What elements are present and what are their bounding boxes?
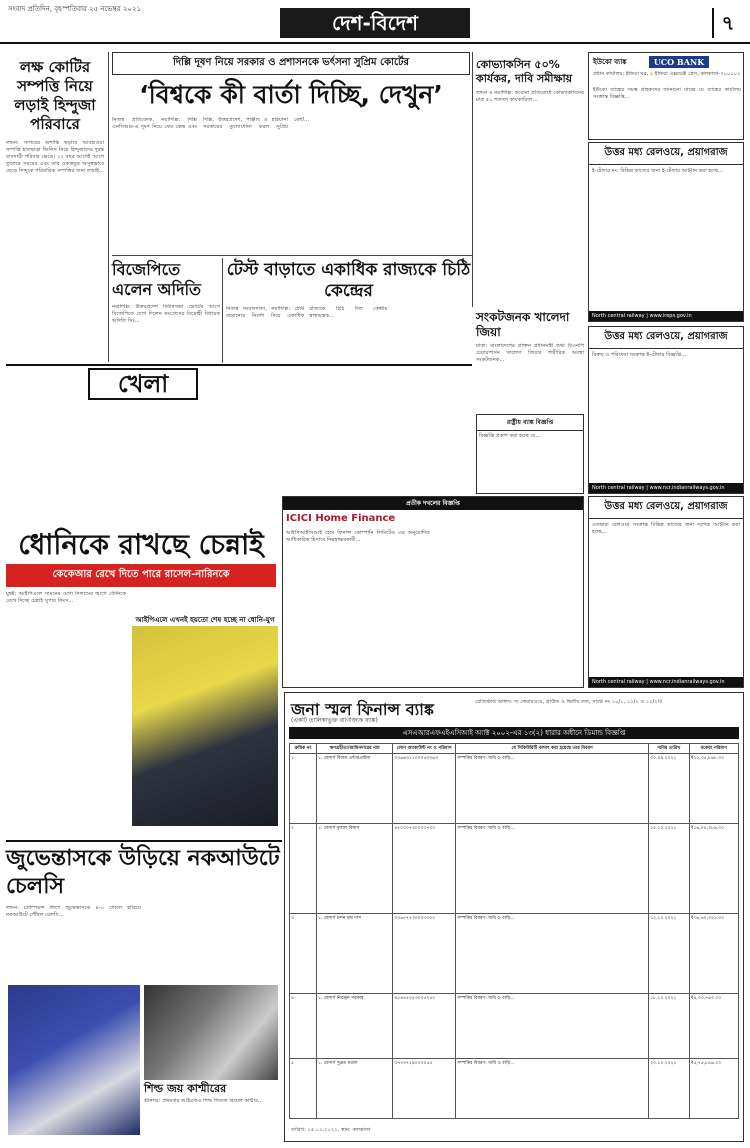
dhoni-headline: ধোনিকে রাখছে চেন্নাই	[18, 528, 264, 561]
divider	[222, 258, 223, 363]
rail-title: উত্তর মধ্য রেলওয়ে, প্রয়াগরাজ	[589, 327, 743, 349]
rail-title: উত্তর মধ্য রেলওয়ে, প্রয়াগরাজ	[589, 143, 743, 165]
rail-body: এতদ্বারা রেলওয়ে সংক্রান্ত বিভিন্ন কাজের জন্য দরপত্র আহ্বান করা হচ্ছে...	[592, 522, 740, 535]
table-cell: ১	[290, 754, 317, 824]
aditi-story	[112, 260, 220, 360]
jana-tagline: (একটি তালিকাভুক্ত বাণিজ্যিক ব্যাঙ্ক)	[291, 717, 378, 724]
rail-notice-3	[588, 496, 744, 688]
table-cell: ১৮.১০.২০২১	[649, 994, 689, 1059]
juventus-body: লন্ডন: চ্যাম্পিয়ন্স লিগে জুভেন্তাসকে ৪-০ গোলে হারিয়ে নকআউটে পৌঁছল চেলসি...	[6, 905, 141, 918]
khaleda-body: ঢাকা: বাংলাদেশের প্রাক্তন প্রধানমন্ত্রী তথা বিএনপি চেয়ারপার্সন খালেদা জিয়ার শারীরিক অবস্থা সংকটজনক...	[476, 343, 584, 363]
covaxin-headline: কোভ্যাকসিন ৫০% কার্যকর, দাবি সমীক্ষায়	[476, 58, 573, 85]
table-cell: ₹৫,৭৫,৮৪৬.০০	[689, 1059, 738, 1119]
dhoni-photo-caption: আইপিএলে এখনই হয়তো শেষ হচ্ছে না ধোনি-যুগ	[135, 616, 275, 624]
left-story-body: লন্ডন: সাগরের অশান্তি ছড়াবে আবহাওয়া সম্পত্তি হাতছাড়া জিনিস নিয়ে হিন্দুজাদের দুরন্ত ব্যবসায়ী পরিবার ভেঙে। ১২ বছর আগেই আগে তুলেরে সময়ের এবং তার ওকত্ততুর অসুস্থভাবে ছেড়ে সিন্দুকে পরিবারিক সম্পত্তির জন্য লড়াই...	[6, 140, 104, 174]
col-header: ক্রমিক নং	[290, 744, 317, 754]
kashmir-story	[144, 1082, 278, 1142]
uco-logo: UCO BANK	[649, 56, 709, 68]
divider	[6, 364, 472, 366]
khaleda-story	[476, 310, 584, 410]
table-cell: ২	[290, 824, 317, 914]
rail-title: উত্তর মধ্য রেলওয়ে, প্রয়াগরাজ	[589, 497, 743, 519]
rail-body: বিক্রয় ও পরিষেবা সংক্রান্ত ই-টেন্ডার বিজ্ঞপ্তি...	[592, 352, 687, 358]
uco-bank-notice	[588, 52, 744, 140]
rail-body: ই-টেন্ডার নং: বিভিন্ন কাজের জন্য ই-টেন্ডার আহ্বান করা হচ্ছে...	[592, 168, 724, 174]
left-story-headline: লক্ষ কোটির সম্পত্তি নিয়ে লড়াই হিন্দুজা পরিবারে	[14, 58, 96, 133]
table-cell: সম্পত্তির বিবরণ: জমি ও বাড়ি...	[456, 994, 649, 1059]
notice-body: বিজ্ঞপ্তি প্রকাশ করা হচ্ছে যে...	[479, 433, 541, 439]
icici-brand: ICICI Home Finance	[286, 513, 396, 524]
table-cell: ১. মেসার্স নিরঞ্জন সরকার	[316, 994, 392, 1059]
test-headline: টেস্ট বাড়াতে একাধিক রাজ্যকে চিঠি কেন্দ্রের	[226, 260, 471, 301]
table-cell: ১. মেসার্স চন্দন চন্দ্র দাস	[316, 914, 392, 994]
rail-notice-2	[588, 326, 744, 494]
table-cell: ₹১৫,৩৫,৮৬৮.০০	[689, 754, 738, 824]
jana-band: এসএআরএফএইএসিআই অ্যাক্ট ২০০২-এর ১৩(২) ধারার অধীনে ডিমান্ড বিজ্ঞপ্তি	[289, 727, 739, 739]
uco-subtitle: প্রধান কার্যালয়: ইন্ডিয়া ঘর, ২ ইন্ডিয়া এক্সচেঞ্জ প্লেস, কলকাতা-৭০০০০১	[593, 71, 741, 77]
col-header: যে সিকিউরিটি বলবৎ করা হয়েছে তার বিবরণ	[456, 744, 649, 754]
jana-footer: তারিখ: ২৫.১১.২০২১, স্থান: কলকাতা	[291, 1127, 371, 1133]
top-rule	[0, 42, 750, 44]
table-cell: ১. মেসার্স সুব্রত মণ্ডল	[316, 1059, 392, 1119]
test-story	[226, 260, 471, 360]
icici-body: আইসিআইসিআই হোম ফিনান্স কোম্পানি লিমিটেড এর অনুমোদিত আধিকারিক হিসাবে নিম্নস্বাক্ষরকারী...	[286, 530, 430, 543]
covaxin-story	[476, 58, 584, 308]
left-story	[6, 58, 104, 358]
aditi-body: নয়াদিল্লি: উত্তরপ্রদেশ বিধানসভা ভোটের আগে বিজেপিতে যোগ দিলেন কংগ্রেসের বিদ্রোহী বিধায়ক অদিতি সিং...	[112, 304, 220, 324]
col-header: ঋণগ্রহীতা/জামিনদারের নাম	[316, 744, 392, 754]
table-cell: ৪৫৪৪৫০৫৩০০৫৭৫০	[393, 994, 456, 1059]
rail-notice-1	[588, 142, 744, 322]
juventus-photo	[8, 985, 140, 1135]
table-cell: ৪	[290, 994, 317, 1059]
banner-headline: ‘বিশ্বকে কী বার্তা দিচ্ছি, দেখুন’	[139, 80, 443, 109]
kashmir-body: শ্রীনগর: প্রথমবার আইএফএ শিল্ড জিতল রিয়েল কাশ্মীর...	[144, 1098, 263, 1104]
table-cell: ৩০.০৯.২০২১	[649, 754, 689, 824]
divider	[6, 840, 282, 842]
table-cell: ১২.১০.২০২১	[649, 914, 689, 994]
table-cell: ১. মেসার্স বিজয় এন্টারপ্রাইজ	[316, 754, 392, 824]
dhoni-photo	[132, 626, 278, 826]
table-cell: ২০.১০.২০২১	[649, 1059, 689, 1119]
table-row	[290, 824, 739, 914]
table-cell: সম্পত্তির বিবরণ: জমি ও বাড়ি...	[456, 914, 649, 994]
divider	[108, 52, 109, 362]
table-row	[290, 914, 739, 994]
col-header: বকেয়া পরিমাণ	[689, 744, 738, 754]
date-line: সংবাদ প্রতিদিন, বৃহস্পতিবার ২৫ নভেম্বর ২০২১	[8, 5, 142, 13]
table-cell: সম্পত্তির বিবরণ: জমি ও বাড়ি...	[456, 824, 649, 914]
col-header: লোন অ্যাকাউন্ট নং ও পরিমাণ	[393, 744, 456, 754]
masthead	[0, 0, 750, 46]
col-header: দাবির তারিখ	[649, 744, 689, 754]
rail-footer: North central railway | www.ncr.indianrailways.gov.in	[589, 483, 743, 493]
table-row	[290, 994, 739, 1059]
page-number: ৭	[712, 8, 742, 38]
icici-header: প্রতীক দখলের বিজ্ঞপ্তি	[283, 497, 583, 510]
juventus-headline: জুভেন্তাসকে উড়িয়ে নকআউটে চেলসি	[6, 846, 280, 899]
kicker: দিল্লি দূষণ নিয়ে সরকার ও প্রশাসনকে ভর্ৎসনা সুপ্রিম কোর্টের	[112, 52, 470, 75]
table-row	[290, 1059, 739, 1119]
uco-body: ইউকো ব্যাঙ্কের সমস্ত গ্রাহকদের জানানো যাচ্ছে যে ব্যাঙ্কের কার্যালয় সংক্রান্ত বিজ্ঞপ্তি...	[593, 87, 741, 100]
dhoni-body: মুম্বই: আইপিএলে সামনের মেগা নিলামের আগে ধোনিকে রেখে দিচ্ছে চেন্নাই সুপার কিংস...	[6, 591, 126, 604]
table-cell: ₹৩৬,৬০,৩২১.০০	[689, 914, 738, 994]
section-title: দেশ-বিদেশ	[280, 8, 470, 38]
divider	[472, 52, 473, 307]
jana-notice	[284, 692, 744, 1142]
jana-brand: জনা স্মল ফিনান্স ব্যাঙ্ক	[291, 700, 434, 719]
table-cell: ৫	[290, 1059, 317, 1119]
banner-body: নিজস্ব প্রতিবেদক, নয়াদিল্লি: দিল্লি এনসিআর-এ দূষণ নিয়ে ফের কেন্দ্র এবং দিল্লি, উত্তরপ্রদেশ, পাঞ্জাব ও হরিয়ানা সরকারের তুলোধোনা করল সুপ্রিম কোর্ট...	[112, 117, 310, 130]
aditi-headline: বিজেপিতে এলেন অদিতি	[112, 260, 202, 299]
sports-section-label: খেলা	[88, 368, 198, 400]
jana-address: রেজিস্টার্ড অফিস: দ্য ফেয়ারওয়ে, গ্রাউন্ড ও দ্বিতীয় তল, সার্ভে নং ১০/১, ১১/২ ও ১২/২বি	[475, 699, 663, 705]
rail-footer: North central railway | www.ncr.indianrailways.gov.in	[589, 677, 743, 687]
uco-bank-name: ইউকো ব্যাঙ্ক	[593, 58, 627, 66]
delhi-pollution-story	[112, 52, 470, 252]
table-cell: ₹৪,৩৩,৭৬৩.০০	[689, 994, 738, 1059]
small-notice	[476, 414, 584, 494]
khaleda-headline: সংকটজনক খালেদা জিয়া	[476, 310, 570, 339]
jana-table	[289, 743, 739, 1119]
table-cell: সম্পত্তির বিবরণ: জমি ও বাড়ি...	[456, 754, 649, 824]
covaxin-body: লন্ডন ও নয়াদিল্লি: করোনা প্রতিরোধে কোভ্যাকসিনের মাত্র ৫০ শতাংশ কার্যকারিতা...	[476, 90, 584, 103]
table-cell: ₹১৬,০৪,৩৮৬.০০	[689, 824, 738, 914]
table-cell: ৩৩৬৬৩১১০০০৫৩৩৬৩	[393, 754, 456, 824]
table-row	[290, 754, 739, 824]
table-cell: ৩	[290, 914, 317, 994]
rail-footer: North central railway | www.ireps.gov.in	[589, 311, 743, 321]
table-cell: ৩৭৩৩৭২৯০০০০৫৫	[393, 1059, 456, 1119]
dhoni-subhead: কেকেআর রেখে দিতে পারে রাসেল-নারিনকে	[6, 564, 276, 587]
table-cell: ১. মেসার্স দুলাল বিশ্বাস	[316, 824, 392, 914]
table-cell: ৪৭০৩০৭৩০০০৩৭৩০	[393, 824, 456, 914]
divider	[112, 255, 472, 256]
table-cell: সম্পত্তির বিবরণ: জমি ও বাড়ি...	[456, 1059, 649, 1119]
jana-table-wrap	[289, 743, 739, 1123]
jana-table-header	[290, 744, 739, 754]
icici-notice	[282, 496, 584, 688]
kashmir-headline: শিল্ড জয় কাশ্মীরের	[144, 1082, 227, 1095]
kashmir-photo	[144, 985, 278, 1080]
test-body: নিজস্ব সংবাদদাতা, নয়াদিল্লি: টেস্ট বাড়ানোর নির্দেশ দিয়ে একাধিক রাজ্যকে চিঠি দিল কেন্দ্রীয় স্বাস্থ্যমন্ত্রক...	[226, 306, 388, 319]
table-cell: ৩৩৬৫৭৭৩০০০৩৩০০	[393, 914, 456, 994]
table-cell: ১৫.১০.২০২১	[649, 824, 689, 914]
notice-title: রাষ্ট্রীয় ব্যাঙ্ক বিজ্ঞপ্তি	[477, 415, 583, 431]
